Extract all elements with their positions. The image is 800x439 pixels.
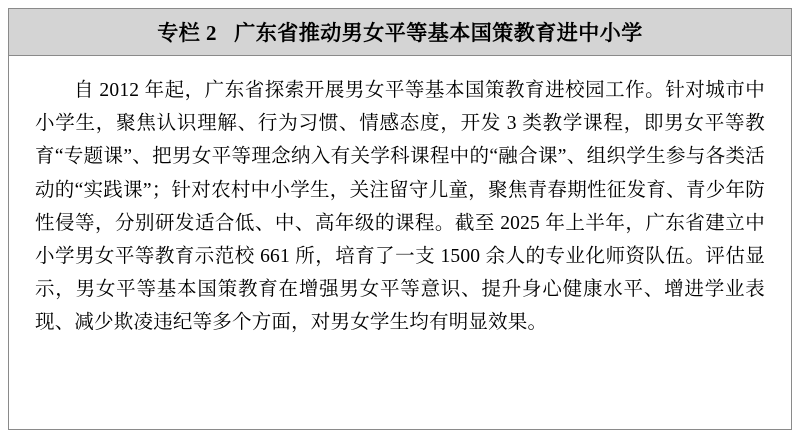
callout-paragraph: 自 2012 年起，广东省探索开展男女平等基本国策教育进校园工作。针对城市中小学生，聚焦认识理解、行为习惯、情感态度，开发 3 类教学课程，即男女平等教育“专题课”、把男女平等理念纳入有关学科课程中的“融合课”、组织学生参与各类活动的“实践课”；针对农村中小学生，关注留守儿童，聚焦青春期性征发育、青少年防性侵等，分别研发适合低、中、高年级的课程。截至 2025 年上半年，广东省建立中小学男女平等教育示范校 661 所，培育了一支 1500 余人的专业化师资队伍。评估显示，男女平等基本国策教育在增强男女平等意识、提升身心健康水平、增进学业表现、减少欺凌违纪等多个方面，对男女学生均有明显效果。 bbox=[35, 80, 765, 334]
callout-title: 专栏 2 广东省推动男女平等基本国策教育进中小学 bbox=[157, 21, 643, 45]
callout-body bbox=[9, 56, 791, 350]
callout-header bbox=[9, 9, 791, 56]
callout-box bbox=[8, 8, 792, 430]
